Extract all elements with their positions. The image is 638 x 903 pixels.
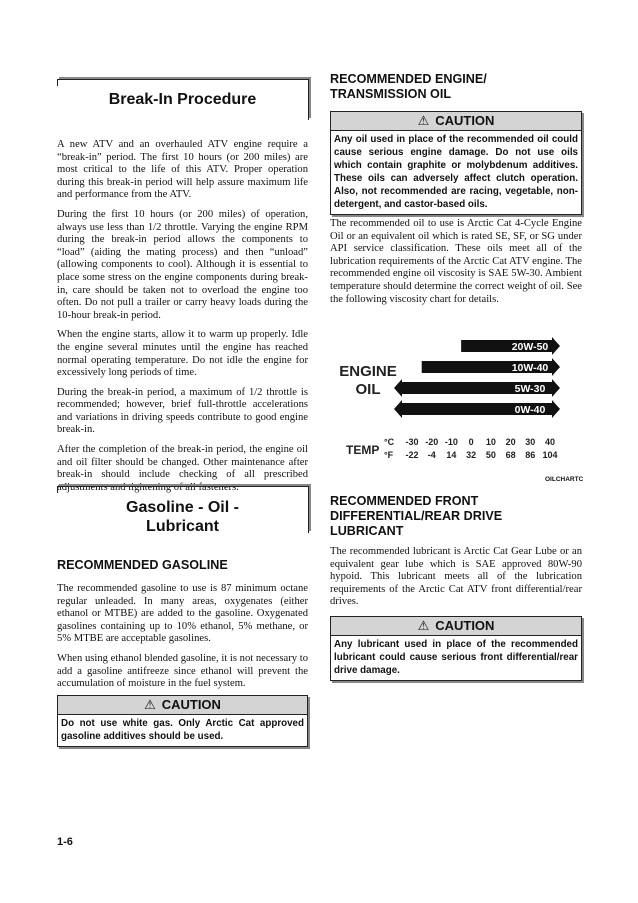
warning-triangle-icon: ⚠ [417,113,430,128]
paragraph: During the break-in period, a maximum of 1/2 throttle is recommended; however, brief full-throttle accelerations and variations in driving speeds contribute to good engine break-in. [57,386,308,436]
caution-header [58,696,307,715]
celsius-tick-label: 20 [505,437,516,447]
oil-viscosity-chart [334,330,584,480]
caution-header [331,112,581,131]
caution-label: CAUTION [161,697,221,712]
title-box-rule [57,80,62,86]
paragraph: After the completion of the break-in period, the engine oil and oil filter should be changed. Other maintenance after break-in should include checking of all prescribed adjustments and tightening of all fasteners. [57,444,308,493]
gasoline-text [57,558,308,698]
fahrenheit-unit: °F [384,450,394,460]
celsius-tick-label: -30 [405,437,419,447]
caution-text: Any oil used in place of the recommended oil could cause serious engine damage. Do not use oils which contain graphite or molybdenum additives. These oils can adversely affect clutch operation. Also, not recommended are racing, vegetable, non-detergent, and castor-based oils. [334,134,578,210]
break-in-title-box [57,79,309,120]
viscosity-label: 5W-30 [514,383,546,395]
fahrenheit-tick-label: -4 [427,450,436,460]
paragraph: The recommended lubricant is Arctic Cat Gear Lube or an equivalent gear lube which is SAE approved 80W-90 hypoid. This lubricant meets all of the lubrication requirements of the Arctic Cat ATV front differential/rear drives. [330,546,582,608]
oil-viscosity-chart-svg [334,330,584,480]
paragraph: When using ethanol blended gasoline, it is not necessary to add a gasoline antifreeze since ethanol will prevent the accumulation of moisture in the fuel system. [57,652,308,690]
caution-text: Do not use white gas. Only Arctic Cat approved gasoline additives should be used. [61,718,304,742]
caution-label: CAUTION [435,113,495,128]
diff-heading-line1: RECOMMENDED FRONT [330,494,479,508]
chart-title-line2: OIL [355,381,381,398]
engine-oil-text [330,218,582,313]
fahrenheit-tick-label: 32 [466,450,477,460]
viscosity-label: 0W-40 [514,404,546,416]
gasoline-title-box [57,486,309,533]
diff-heading-line3: LUBRICANT [330,524,404,538]
diff-heading [330,494,582,539]
fahrenheit-tick-label: 104 [542,450,558,460]
fahrenheit-tick-label: 50 [485,450,496,460]
caution-header [331,617,581,636]
chart-code: OILCHARTC [545,476,584,483]
paragraph: During the first 10 hours (or 200 miles) of operation, always use less than 1/2 throttle. Varying the engine RPM during the break-in period allows the components to “load” (aiding the mating process) and then “unload” (allowing components to cool). Although it is essential to place some stress on the engine components during break-in, care should be taken not to overload the engine too often. Do not pull a trailer or carry heavy loads during the 10-hour break-in period. [57,208,308,321]
recommended-gasoline-heading: RECOMMENDED GASOLINE [57,558,228,572]
diff-caution [330,616,582,681]
warning-triangle-icon: ⚠ [144,697,156,712]
gasoline-caution [57,695,308,747]
celsius-unit: °C [384,437,395,447]
page-number: 1-6 [57,836,73,848]
chart-title-line1: ENGINE [339,363,397,380]
paragraph: A new ATV and an overhauled ATV engine require a “break-in” period. The first 10 hours (or 200 miles) are most critical to the life of this ATV. Proper operation during this break-in period will help assure maximum life and performance from the ATV. [57,139,308,201]
fahrenheit-tick-label: 14 [446,450,457,460]
warning-triangle-icon: ⚠ [417,618,430,633]
engine-oil-heading-line1: RECOMMENDED ENGINE/ [330,72,487,86]
break-in-title: Break-In Procedure [108,91,257,108]
break-in-text [57,139,308,501]
title-box-rule [57,487,62,493]
caution-label: CAUTION [435,618,495,633]
gasoline-title-line1: Gasoline - Oil - [126,499,239,516]
fahrenheit-tick-label: 68 [505,450,516,460]
diff-heading-line2: DIFFERENTIAL/REAR DRIVE [330,509,503,523]
celsius-tick-label: 10 [485,437,496,447]
caution-text: Any lubricant used in place of the recommended lubricant could cause serious front differential/rear drive damage. [334,639,578,676]
fahrenheit-tick-label: 86 [525,450,536,460]
diff-text [330,546,582,616]
paragraph: When the engine starts, allow it to warm up properly. Idle the engine several minutes until the engine has reached normal operating temperature. Do not idle the engine for excessively long periods of time. [57,329,308,379]
engine-oil-caution [330,111,582,215]
celsius-tick-label: 30 [525,437,536,447]
celsius-tick-label: 0 [468,437,474,447]
viscosity-label: 20W-50 [511,341,549,353]
viscosity-label: 10W-40 [511,362,549,374]
engine-oil-heading [330,72,582,102]
paragraph: The recommended oil to use is Arctic Cat 4-Cycle Engine Oil or an equivalent oil which is rated SE, SF, or SG under API service classification. These oils meet all of the lubrication requirements of the Arctic Cat ATV engine. The recommended engine oil viscosity is SAE 5W-30. Ambient temperature should determine the correct weight of oil. See the following viscosity chart for details. [330,218,582,305]
temp-label: TEMP [346,443,380,457]
celsius-tick-label: -20 [425,437,439,447]
engine-oil-heading-line2: TRANSMISSION OIL [330,87,452,101]
paragraph: The recommended gasoline to use is 87 minimum octane regular unleaded. In many areas, oxygenates (either ethanol or MTBE) are added to the gasoline. Oxygenated gasolines containing up to 10% ethanol, 5% methane, or 5% MTBE are acceptable gasolines. [57,583,308,645]
gasoline-title-line2: Lubricant [146,518,219,535]
gasoline-title [57,487,308,536]
fahrenheit-tick-label: -22 [405,450,419,460]
celsius-tick-label: 40 [544,437,556,447]
celsius-tick-label: -10 [444,437,458,447]
